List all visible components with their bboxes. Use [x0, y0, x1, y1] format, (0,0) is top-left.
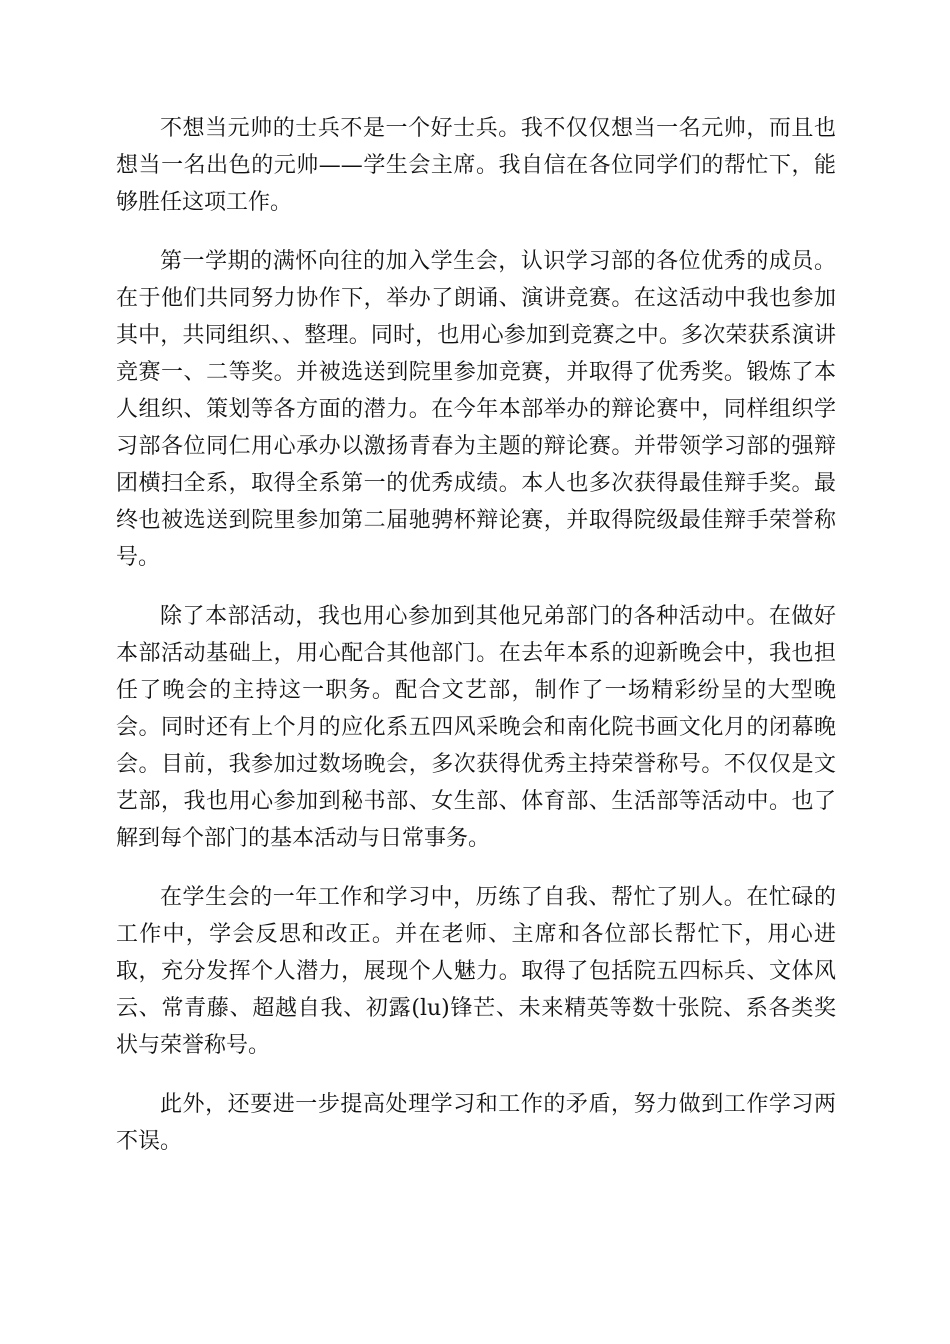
- paragraph-3: 除了本部活动，我也用心参加到其他兄弟部门的各种活动中。在做好本部活动基础上，用心配合其他部门。在去年本系的迎新晚会中，我也担任了晚会的主持这一职务。配合文艺部，制作了一场精彩纷呈的大型晚会。同时还有上个月的应化系五四风采晚会和南化院书画文化月的闭幕晚会。目前，我参加过数场晚会，多次获得优秀主持荣誉称号。不仅仅是文艺部，我也用心参加到秘书部、女生部、体育部、生活部等活动中。也了解到每个部门的基本活动与日常事务。: [116, 604, 836, 851]
- document-body: [116, 110, 836, 1160]
- paragraph-4: 在学生会的一年工作和学习中，历练了自我、帮忙了别人。在忙碌的工作中，学会反思和改正。并在老师、主席和各位部长帮忙下，用心进取，充分发挥个人潜力，展现个人魅力。取得了包括院五四标兵、文体风云、常青藤、超越自我、初露(lu)锋芒、未来精英等数十张院、系各类奖状与荣誉称号。: [116, 885, 836, 1058]
- paragraph-1: 不想当元帅的士兵不是一个好士兵。我不仅仅想当一名元帅，而且也想当一名出色的元帅——学生会主席。我自信在各位同学们的帮忙下，能够胜任这项工作。: [116, 116, 836, 215]
- paragraph-2: 第一学期的满怀向往的加入学生会，认识学习部的各位优秀的成员。在于他们共同努力协作下，举办了朗诵、演讲竞赛。在这活动中我也参加其中，共同组织、、整理。同时，也用心参加到竞赛之中。多次荣获系演讲竞赛一、二等奖。并被选送到院里参加竞赛，并取得了优秀奖。锻炼了本人组织、策划等各方面的潜力。在今年本部举办的辩论赛中，同样组织学习部各位同仁用心承办以激扬青春为主题的辩论赛。并带领学习部的强辩团横扫全系，取得全系第一的优秀成绩。本人也多次获得最佳辩手奖。最终也被选送到院里参加第二届驰骋杯辩论赛，并取得院级最佳辩手荣誉称号。: [116, 249, 836, 570]
- paragraph-5: 此外，还要进一步提高处理学习和工作的矛盾，努力做到工作学习两不误。: [116, 1092, 836, 1154]
